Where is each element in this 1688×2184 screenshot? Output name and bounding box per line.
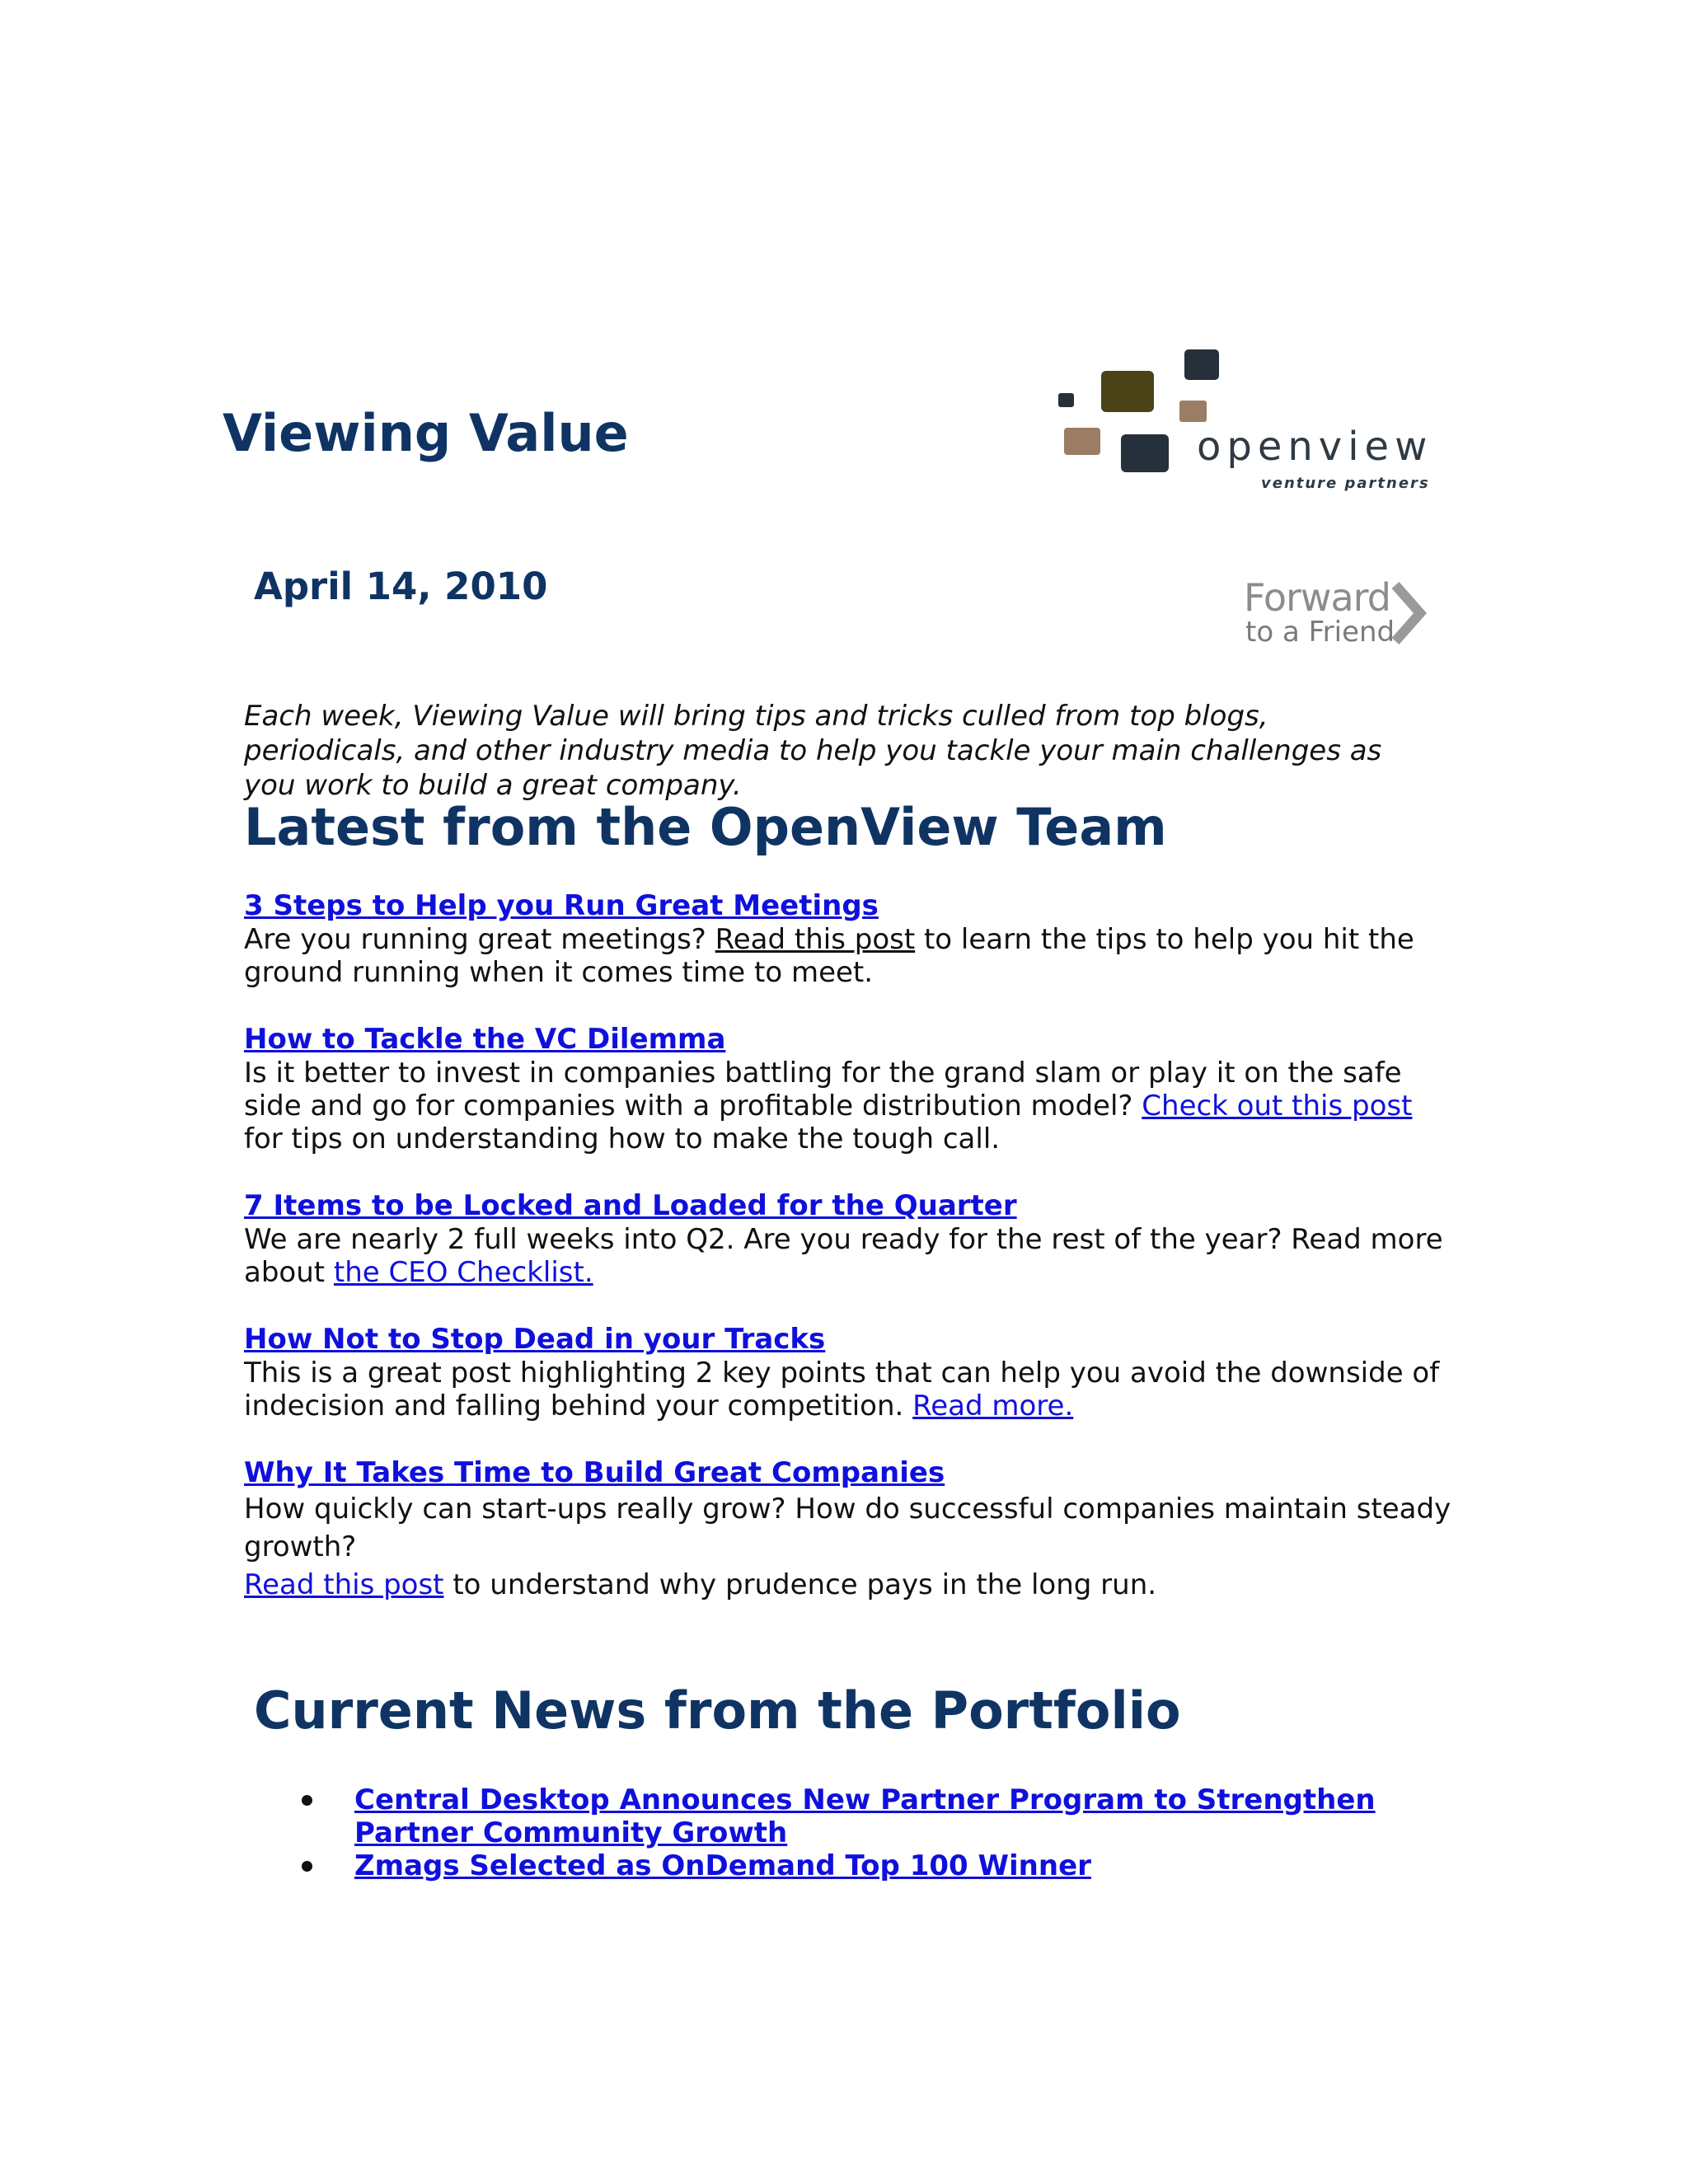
- read-more-link[interactable]: Read more.: [912, 1390, 1074, 1422]
- read-this-post-link[interactable]: Read this post: [715, 923, 916, 956]
- logo-wordmark: openview: [1197, 424, 1433, 470]
- post-title-link[interactable]: 7 Items to be Locked and Loaded for the Quarter: [244, 1189, 1017, 1222]
- logo-tagline: venture partners: [1261, 475, 1430, 492]
- page-title: Viewing Value: [223, 403, 629, 463]
- post-item: [244, 1188, 1456, 1289]
- check-out-post-link[interactable]: Check out this post: [1142, 1090, 1413, 1122]
- logo-square-top: [1184, 349, 1219, 380]
- post-item: [244, 1322, 1456, 1422]
- list-item: [302, 1849, 1423, 1882]
- chevron-right-icon: [1389, 580, 1428, 646]
- post-body: [244, 1357, 1456, 1422]
- openview-logo: [1057, 346, 1465, 499]
- read-this-post-link[interactable]: Read this post: [244, 1568, 444, 1601]
- post-title-link[interactable]: How Not to Stop Dead in your Tracks: [244, 1323, 826, 1356]
- post-body: [244, 1223, 1456, 1289]
- post-body: [244, 923, 1456, 989]
- post-item: [244, 1455, 1456, 1604]
- logo-square-small: [1058, 393, 1074, 407]
- portfolio-news-link[interactable]: Zmags Selected as OnDemand Top 100 Winner: [354, 1849, 1091, 1882]
- bullet-icon: [302, 1861, 312, 1872]
- post-title-link[interactable]: Why It Takes Time to Build Great Companies: [244, 1456, 945, 1489]
- post-body: [244, 1057, 1456, 1155]
- forward-label: Forward: [1244, 575, 1390, 620]
- logo-square-tan-small: [1179, 401, 1207, 422]
- team-section-heading: Latest from the OpenView Team: [244, 797, 1167, 857]
- post-item: [244, 888, 1456, 989]
- post-text: to learn the tips to help you hit the ground running when it comes time to meet.: [244, 923, 1414, 989]
- logo-square-olive: [1101, 371, 1154, 412]
- post-text: for tips on understanding how to make the tough call.: [244, 1122, 1001, 1155]
- post-text: How quickly can start-ups really grow? How do successful companies maintain steady growth?: [244, 1493, 1451, 1563]
- post-body: [244, 1490, 1456, 1604]
- forward-to-friend-button[interactable]: [1240, 577, 1432, 653]
- post-text: Are you running great meetings?: [244, 923, 715, 956]
- bullet-icon: [302, 1795, 312, 1806]
- logo-square-dark: [1121, 434, 1169, 472]
- to-a-friend-label: to a Friend: [1245, 616, 1395, 649]
- post-item: [244, 1022, 1456, 1155]
- post-title-link[interactable]: How to Tackle the VC Dilemma: [244, 1023, 726, 1056]
- post-text: We are nearly 2 full weeks into Q2. Are you ready for the rest of the year? Read more about: [244, 1223, 1443, 1289]
- post-title-link[interactable]: 3 Steps to Help you Run Great Meetings: [244, 889, 879, 922]
- ceo-checklist-link[interactable]: the CEO Checklist.: [333, 1256, 593, 1289]
- post-text: to understand why prudence pays in the long run.: [443, 1568, 1157, 1601]
- intro-text: Each week, Viewing Value will bring tips and tricks culled from top blogs, periodicals, and other industry media to help you tackle your main challenges as you work to build a great company.: [244, 700, 1382, 802]
- portfolio-news-link[interactable]: Central Desktop Announces New Partner Program to Strengthen Partner Community Growth: [354, 1783, 1376, 1849]
- portfolio-section-heading: Current News from the Portfolio: [254, 1680, 1181, 1741]
- list-item: [302, 1783, 1423, 1849]
- logo-square-tan: [1064, 428, 1100, 455]
- portfolio-news-list: [302, 1783, 1423, 1882]
- post-text: Is it better to invest in companies battling for the grand slam or play it on the safe side and go for companies with a profitable distribution model?: [244, 1057, 1402, 1122]
- issue-date: April 14, 2010: [254, 565, 548, 608]
- post-text: This is a great post highlighting 2 key points that can help you avoid the downside of indecision and falling behind your competition.: [244, 1357, 1440, 1422]
